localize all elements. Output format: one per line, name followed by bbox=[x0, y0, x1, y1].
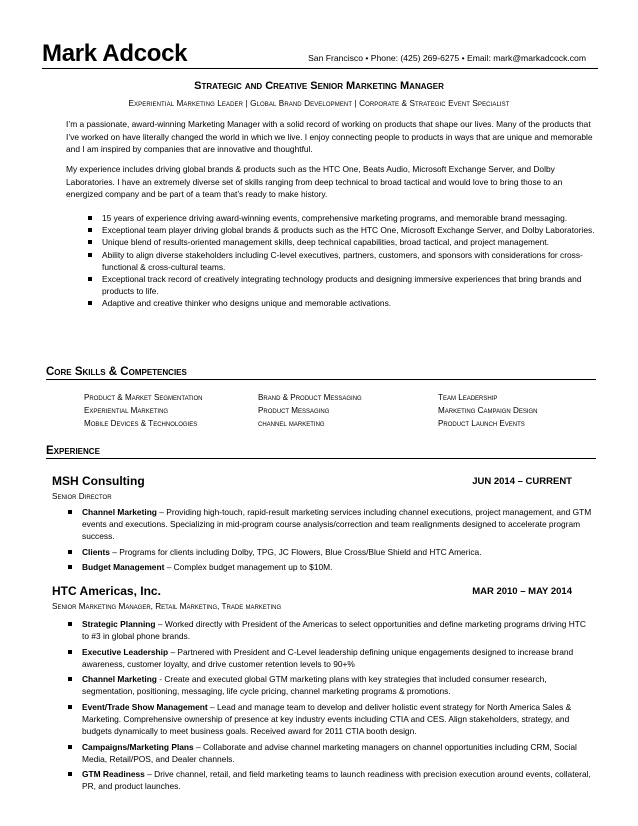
job-bullet-label: Clients bbox=[82, 546, 110, 557]
square-bullet-icon bbox=[68, 772, 72, 776]
skill-item: Marketing Campaign Design bbox=[438, 406, 538, 416]
summary-bullet bbox=[66, 212, 596, 224]
skill-item: Product Launch Events bbox=[438, 419, 525, 429]
skill-item: Experiential Marketing bbox=[84, 406, 169, 416]
skill-item: Mobile Devices & Technologies bbox=[84, 419, 198, 429]
job-bullet-list bbox=[52, 506, 592, 577]
square-bullet-icon bbox=[88, 277, 92, 281]
summary-bullet-text: Ability to align diverse stakeholders including C-level executives, partners, customers, and sponsors with considerations for cross-functional & cross-cultural teams. bbox=[102, 249, 583, 272]
summary-bullet-text: Adaptive and creative thinker who designs unique and memorable activations. bbox=[102, 298, 392, 309]
job-bullet-text: – Worked directly with President of the Americas to select opportunities and define marketing programs driving HTC to #3 in global phone brands. bbox=[82, 619, 586, 642]
summary-bullet-text: Exceptional track record of creatively integrating technology products and designing immersive experiences that bring brands and products to life. bbox=[102, 274, 582, 297]
job-bullet bbox=[52, 768, 592, 792]
job-bullet-text: - Create and executed global GTM marketing plans with key strategies that included consumer research, segmentation, positioning, messaging, life cycle pricing, channel marketing programs & promotions. bbox=[82, 674, 547, 697]
job-bullet-label: Strategic Planning bbox=[82, 619, 156, 629]
job-bullet-text: – Providing high-touch, rapid-result marketing services including channel executions, project management, and GTM events and executions. Specializing in mid-program course analysis/correction and team realignments designed to accelerate program success. bbox=[82, 507, 592, 542]
job-role: Senior Marketing Manager, Retail Marketing, Trade marketing bbox=[52, 602, 282, 611]
job-role: Senior Director bbox=[52, 492, 112, 501]
job-bullet-label: Budget Management bbox=[82, 562, 165, 573]
square-bullet-icon bbox=[68, 650, 72, 654]
summary-bullet-text: Exceptional team player driving global brands & products such as the HTC One, Microsoft Exchange Server, and Dolby Laboratories. bbox=[102, 225, 595, 236]
job-dates: MAR 2010 – MAY 2014 bbox=[472, 586, 572, 597]
job-bullet bbox=[52, 673, 592, 697]
skill-item: Product Messaging bbox=[258, 406, 330, 416]
square-bullet-icon bbox=[68, 510, 72, 514]
square-bullet-icon bbox=[68, 622, 72, 626]
resume-header bbox=[42, 40, 598, 69]
job-bullet bbox=[52, 646, 592, 670]
job-dates: JUN 2014 – CURRENT bbox=[472, 476, 572, 487]
square-bullet-icon bbox=[88, 253, 92, 257]
summary-paragraph-2: My experience includes driving global brands & products such as the HTC One, Beats Audio, Microsoft Exchange Server, and Dolby Laboratories. I have an extremely diverse set of skills ranging from deep technical to broad tactical and would love to bring those to an energized company and be part of a team that’s ready to make history. bbox=[66, 164, 563, 200]
skills-column-3 bbox=[438, 391, 538, 431]
company-name: HTC Americas, Inc. bbox=[52, 584, 161, 598]
summary-bullet-list bbox=[66, 212, 596, 310]
job-bullet-label: Channel Marketing bbox=[82, 507, 157, 517]
skill-item: Product & Market Segmentation bbox=[84, 393, 203, 402]
skills-column-2 bbox=[258, 391, 362, 431]
job-bullet-text: – Lead and manage team to develop and deliver holistic event strategy for North America Sales & Marketing. Comprehensive ownership of presence at key industry events including CTIA and CES. Align stakeholders, strategy, and budgets dynamically to meet business goals. Received award for 2011 CTIA booth design. bbox=[82, 701, 572, 737]
square-bullet-icon bbox=[68, 550, 72, 554]
square-bullet-icon bbox=[68, 565, 72, 569]
job-bullet-text: – Partnered with President and C-Level leadership defining unique engagements designed to increase brand awareness, customer loyalty, and drive customer retention levels to 90+% bbox=[82, 646, 574, 669]
summary-bullet-text: 15 years of experience driving award-winning events, comprehensive marketing programs, and memorable brand messaging. bbox=[102, 213, 568, 223]
square-bullet-icon bbox=[68, 705, 72, 709]
summary-bullet bbox=[66, 224, 596, 236]
contact-info: San Francisco • Phone: (425) 269-6275 • Email: mark@markadcock.com bbox=[308, 53, 586, 63]
job-bullet bbox=[52, 561, 592, 573]
summary-paragraph-1: I’m a passionate, award-winning Marketing Manager with a solid record of working on products that shape our lives. Many of the products that I’ve worked on have literally changed the world in which we live. I enjoy connecting people to products in ways that are unique and memorable and I am inspired by companies that are innovative and thoughtful. bbox=[66, 119, 593, 155]
job-bullet bbox=[52, 701, 592, 738]
job-bullet-text: – Complex budget management up to $10M. bbox=[164, 562, 333, 573]
job-bullet-text: – Collaborate and advise channel marketing managers on channel opportunities including CRM, Social Media, Retail/POS, and Dealer channels. bbox=[82, 741, 577, 764]
square-bullet-icon bbox=[68, 745, 72, 749]
job-bullet-label: GTM Readiness bbox=[82, 769, 145, 780]
skills-column-1 bbox=[84, 391, 202, 431]
square-bullet-icon bbox=[88, 240, 92, 244]
job-bullet bbox=[52, 546, 592, 558]
job-bullet bbox=[52, 741, 592, 765]
section-heading-skills: Core Skills & Competencies bbox=[46, 365, 596, 380]
square-bullet-icon bbox=[88, 216, 92, 220]
job-bullet-label: Executive Leadership bbox=[82, 646, 169, 657]
skill-item: channel marketing bbox=[258, 419, 325, 429]
headline-subtitle: Experiential Marketing Leader | Global Brand Development | Corporate & Strategic Event Specialist bbox=[128, 99, 510, 108]
candidate-name: Mark Adcock bbox=[42, 40, 188, 67]
job-bullet-label: Campaigns/Marketing Plans bbox=[82, 741, 194, 752]
summary-bullet bbox=[66, 273, 596, 297]
summary-bullet bbox=[66, 297, 596, 309]
square-bullet-icon bbox=[88, 228, 92, 232]
summary-bullet-text: Unique blend of results-oriented management skills, deep technical capabilities, broad tactical, and project management. bbox=[102, 237, 549, 248]
job-bullet-label: Channel Marketing bbox=[82, 674, 157, 685]
job-bullet-text: – Drive channel, retail, and field marketing teams to launch readiness with precision execution around events, collateral, PR, and product launches. bbox=[82, 769, 591, 792]
summary-bullet bbox=[66, 249, 596, 273]
company-name: MSH Consulting bbox=[52, 474, 145, 488]
section-heading-experience: Experience bbox=[46, 444, 596, 459]
square-bullet-icon bbox=[68, 677, 72, 681]
job-bullet bbox=[52, 618, 592, 642]
job-bullet-list bbox=[52, 618, 592, 796]
skill-item: Team Leadership bbox=[438, 393, 498, 402]
job-bullet bbox=[52, 506, 592, 543]
skill-item: Brand & Product Messaging bbox=[258, 393, 362, 402]
job-bullet-text: – Programs for clients including Dolby, TPG, JC Flowers, Blue Cross/Blue Shield and HTC America. bbox=[109, 546, 482, 557]
square-bullet-icon bbox=[88, 301, 92, 305]
summary-bullet bbox=[66, 236, 596, 248]
job-bullet-label: Event/Trade Show Management bbox=[82, 701, 208, 712]
headline-title: Strategic and Creative Senior Marketing Manager bbox=[194, 80, 444, 92]
